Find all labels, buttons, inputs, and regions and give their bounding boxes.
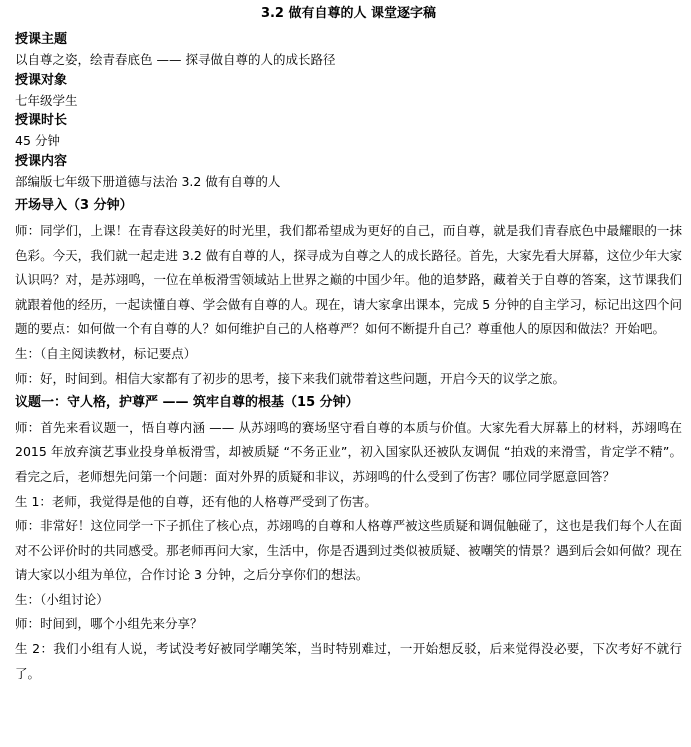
audience-label: 授课对象 [15,72,68,88]
intro-heading: 开场导入（3 分钟） [15,198,133,214]
topic-label: 授课主题 [15,32,68,47]
topic1-teacher-paragraph-2: 师：非常好！这位同学一下子抓住了核心点，苏翊鸣的自尊和人格尊严被这些质疑和调侃触碰了，这也是我们每个人在面对不公评价时的共同感受。那老师再问大家，生活中，你是否遇到过类似被质疑、被嘲笑的情景？遇到后会如何做？现在请大家以小组为单位，合作讨论 3 分钟，之后分享你们的想法。 [15,518,682,583]
topic1-student-2-line: 生 2：我们小组有人说，考试没考好被同学嘲笑笨，当时特别难过，一开始想反驳，后来觉得没必要，下次考好不就行了。 [15,641,682,681]
intro-students-line: 生：（自主阅读教材，标记要点） [15,345,197,361]
content-label: 授课内容 [15,153,68,169]
document-title: 3.2 做有自尊的人 课堂逐字稿 [260,6,437,21]
topic1-heading: 议题一：守人格，护尊严 —— 筑牢自尊的根基（15 分钟） [15,395,359,411]
content-value: 部编版七年级下册道德与法治 3.2 做有自尊的人 [15,173,281,189]
intro-teacher-paragraph-1: 师：同学们，上课！在青春这段美好的时光里，我们都希望成为更好的自己，而自尊，就是我们青春底色中最耀眼的一抹色彩。今天，我们就一起走进 3.2 做有自尊的人，探寻成为自尊之人的成长路径。首先，大家先看大屏幕，这位少年大家认识吗？对，是苏翊鸣，一位在单板滑雪领域站上世界之巅的中国少年。他的追梦路，藏着关于自尊的答案，这节课我们就跟着他的经历，一起读懂自尊、学会做有自尊的人。现在，请大家拿出课本，完成 5 分钟的自主学习，标记出这四个问题的要点：如何做一个有自尊的人？如何维护自己的人格尊严？如何不断提升自己？尊重他人的原因和做法？开始吧。 [15,222,682,337]
topic1-teacher-paragraph-3: 师：时间到，哪个小组先来分享？ [15,616,203,632]
duration-label: 授课时长 [15,113,68,129]
topic-value: 以自尊之姿，绘青春底色 —— 探寻做自尊的人的成长路径 [15,52,336,67]
topic1-student-1-line: 生 1：老师，我觉得是他的自尊，还有他的人格尊严受到了伤害。 [15,493,377,509]
topic1-groups-line: 生：（小组讨论） [15,591,109,607]
intro-teacher-paragraph-2: 师：好，时间到。相信大家都有了初步的思考，接下来我们就带着这些问题，开启今天的议学之旅。 [15,370,566,386]
audience-value: 七年级学生 [15,92,78,108]
topic1-teacher-paragraph-1: 师：首先来看议题一，悟自尊内涵 —— 从苏翊鸣的赛场坚守看自尊的本质与价值。大家先看大屏幕上的材料，苏翊鸣在 2015 年放弃演艺事业投身单板滑雪，却被质疑 “不务正业”，初入国家队还被队友调侃 “拍戏的来滑雪，肯定学不精”。看完之后，老师想先问第一个问题：面对外界的质疑和非议，苏翊鸣的什么受到了伤害？哪位同学愿意回答？ [15,419,682,484]
duration-value: 45 分钟 [15,133,60,149]
